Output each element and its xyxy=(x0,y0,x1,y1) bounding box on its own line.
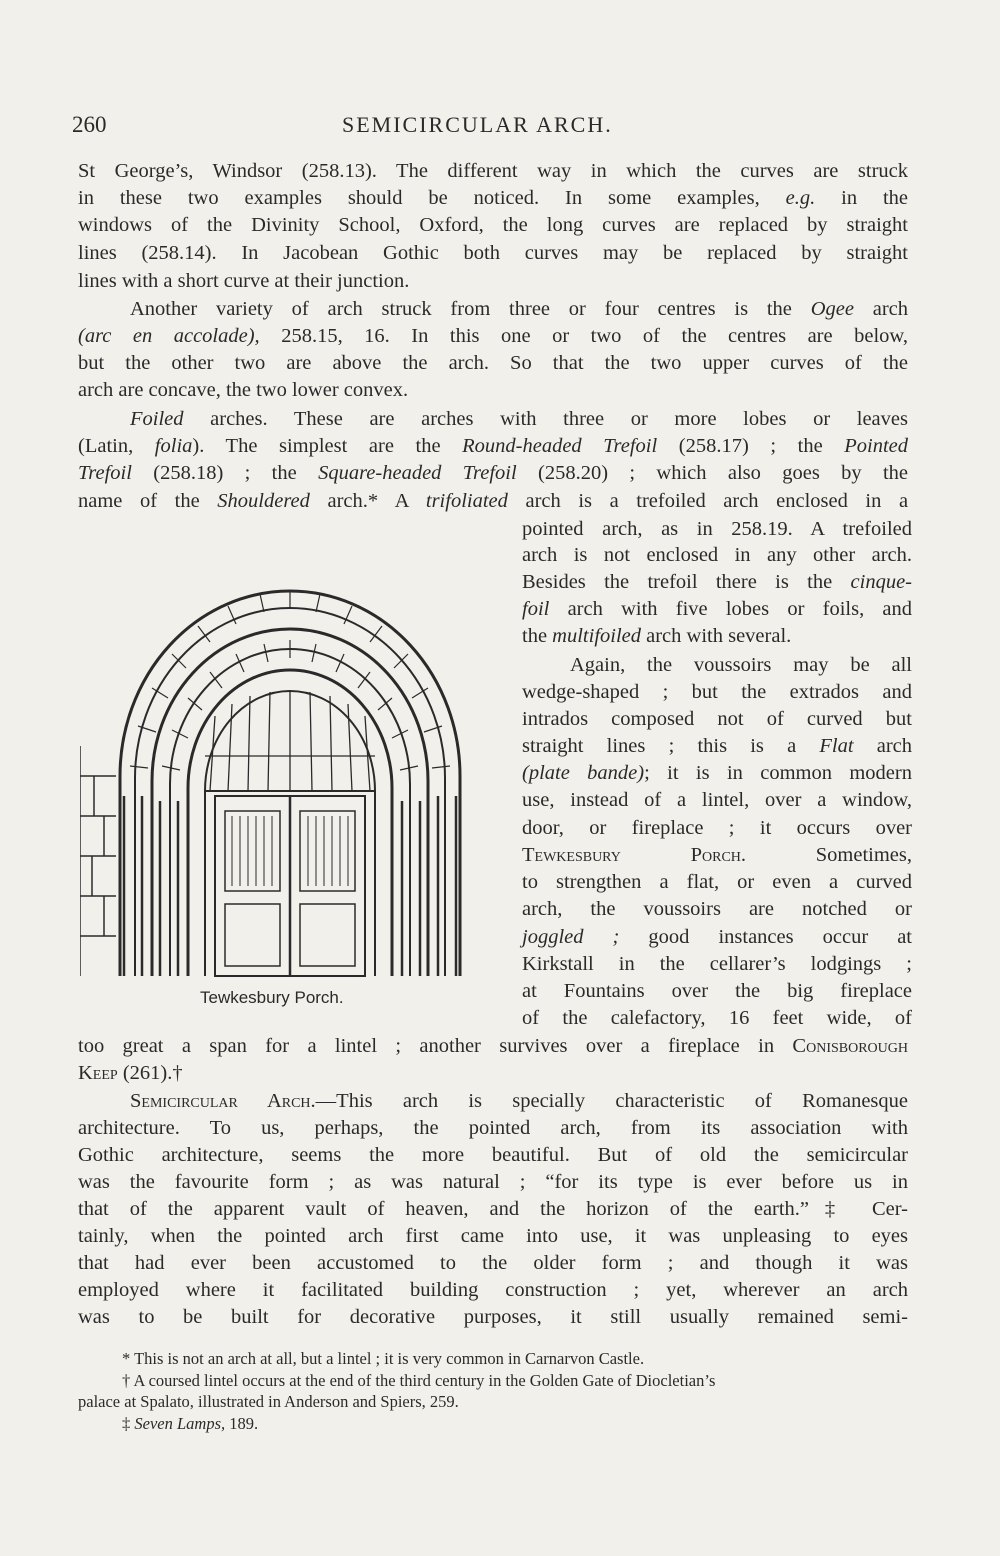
arch-drawing xyxy=(80,526,500,986)
text-line: in these two examples should be noticed. In some examples, e.g. in the xyxy=(78,187,909,209)
text-line: wedge-shaped ; but the extrados and xyxy=(522,681,912,703)
text-line: straight lines ; this is a Flat arch xyxy=(522,735,913,757)
text-line: Foiled arches. These are arches with three or more lobes or leaves xyxy=(130,408,908,430)
text-line: but the other two are above the arch. So that the two upper curves of the xyxy=(78,352,908,374)
text-line: Kirkstall in the cellarer’s lodgings ; xyxy=(522,953,912,975)
footnote: ‡ Seven Lamps, 189. xyxy=(122,1414,259,1433)
text-line: Keep (261).† xyxy=(78,1062,183,1084)
text-line: tainly, when the pointed arch first came into use, it was unpleasing to eyes xyxy=(78,1225,908,1247)
text-line: arch is not enclosed in any other arch. xyxy=(522,544,912,566)
text-line: was the favourite form ; as was natural ; “for its type is ever before us in xyxy=(78,1171,908,1193)
text-line: lines with a short curve at their junction. xyxy=(78,270,410,292)
text-line: at Fountains over the big fireplace xyxy=(522,980,912,1002)
text-line: Trefoil (258.18) ; the Square-headed Trefoil (258.20) ; which also goes by the xyxy=(78,462,909,484)
text-line: joggled ; good instances occur at xyxy=(522,926,912,948)
text-line: door, or fireplace ; it occurs over xyxy=(522,817,912,839)
text-line: Again, the voussoirs may be all xyxy=(570,654,912,676)
text-line: of the calefactory, 16 feet wide, of xyxy=(522,1007,912,1029)
text-line: that of the apparent vault of heaven, and the horizon of the earth.”‡ Cer- xyxy=(78,1198,908,1220)
text-line: (plate bande); it is in common modern xyxy=(522,762,912,784)
text-line: arch, the voussoirs are notched or xyxy=(522,898,912,920)
text-line: that had ever been accustomed to the older form ; and though it was xyxy=(78,1252,908,1274)
text-line: architecture. To us, perhaps, the pointed arch, from its association with xyxy=(78,1117,908,1139)
text-line: pointed arch, as in 258.19. A trefoiled xyxy=(522,518,912,540)
text-line: Besides the trefoil there is the cinque- xyxy=(522,571,913,593)
text-line: Another variety of arch struck from three or four centres is the Ogee arch xyxy=(130,298,909,320)
running-head: SEMICIRCULAR ARCH. xyxy=(342,112,613,137)
text-line: (arc en accolade), 258.15, 16. In this one or two of the centres are below, xyxy=(78,325,908,347)
page-header xyxy=(72,112,922,142)
text-line: Tewkesbury Porch. Sometimes, xyxy=(522,844,912,866)
text-line: (Latin, folia). The simplest are the Round-headed Trefoil (258.17) ; the Pointed xyxy=(78,435,909,457)
footnote: † A coursed lintel occurs at the end of the third century in the Golden Gate of Diocletian’s xyxy=(122,1371,716,1390)
page-number: 260 xyxy=(72,112,107,137)
text-line: windows of the Divinity School, Oxford, the long curves are replaced by straight xyxy=(78,214,908,236)
text-line: arch are concave, the two lower convex. xyxy=(78,379,409,401)
footnote: * This is not an arch at all, but a lintel ; it is very common in Carnarvon Castle. xyxy=(122,1349,645,1368)
text-line: name of the Shouldered arch.* A trifoliated arch is a trefoiled arch enclosed in a xyxy=(78,490,909,512)
text-line: use, instead of a lintel, over a window, xyxy=(522,789,912,811)
text-line: intrados composed not of curved but xyxy=(522,708,912,730)
text-line: St George’s, Windsor (258.13). The different way in which the curves are struck xyxy=(78,160,908,182)
figure-caption: Tewkesbury Porch. xyxy=(200,988,344,1007)
footnote: palace at Spalato, illustrated in Anderson and Spiers, 259. xyxy=(78,1392,459,1411)
text-line: was to be built for decorative purposes, it still usually remained semi- xyxy=(78,1306,908,1328)
tewkesbury-porch-illustration xyxy=(80,526,500,986)
text-line: Semicircular Arch.—This arch is specially characteristic of Romanesque xyxy=(130,1090,909,1112)
text-line: employed where it facilitated building construction ; yet, wherever an arch xyxy=(78,1279,908,1301)
text-line: Gothic architecture, seems the more beautiful. But of old the semicircular xyxy=(78,1144,908,1166)
text-line: too great a span for a lintel ; another survives over a fireplace in Conisborough xyxy=(78,1035,908,1057)
text-line: lines (258.14). In Jacobean Gothic both curves may be replaced by straight xyxy=(78,242,908,264)
text-line: foil arch with five lobes or foils, and xyxy=(522,598,913,620)
text-line: to strengthen a flat, or even a curved xyxy=(522,871,912,893)
text-line: the multifoiled arch with several. xyxy=(522,625,792,647)
